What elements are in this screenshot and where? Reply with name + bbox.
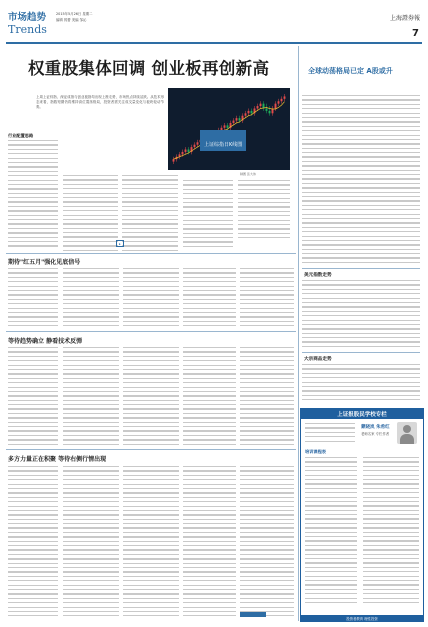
candle-body [239,118,241,120]
schedule-title: 培训课程表 [305,449,326,454]
right-divider-1 [302,268,420,269]
column-b-title: 美元指数走势 [304,273,332,278]
candle-body [275,104,277,109]
author-tag [240,612,266,617]
article-2-title: 等待趋势确立 静看技术反弹 [8,338,83,345]
candle-body [224,125,226,127]
chart-title: 上证综指日K线图 [204,142,243,148]
column-c-body [302,364,420,404]
lead-body-col-3 [122,175,178,251]
lead-body-col-1 [8,140,58,250]
lead-divider [6,253,296,254]
schedule-left [305,457,357,607]
article-2-col-3 [123,347,179,447]
lead-body-col-4 [183,180,233,250]
candle-body [281,99,283,101]
chart-credit: 制图 张大伟 [240,172,256,176]
candle-body [266,108,268,110]
article-1-col-3 [123,268,179,328]
lead-intro: 上周上证综指、深证成指与创业板指均出现上涨走势，市场热点持续活跃。从技术形态来看，指数短期仍将维持高位震荡格局，投资者需关注成交量变化与板块轮动节奏。 [36,95,164,110]
box-intro [305,423,355,445]
continued-tag: ▸ [116,240,124,247]
teacher-photo [397,422,417,444]
paper-name: 上海證券報 [389,15,420,22]
date-line: 2015年5月26日 星期二 [56,12,93,16]
article-3-col-3 [123,466,179,616]
candle-body [197,142,199,144]
article-3-title: 多方力量正在积聚 等待右侧行情出现 [8,456,107,463]
article-2-col-1 [8,347,58,447]
article-1-col-4 [183,268,236,328]
school-banner-text: 上证报股民学校专栏 [337,412,387,418]
right-divider-2 [302,352,420,353]
candle-body [236,118,238,120]
article-3-col-1 [8,466,58,616]
candlestick-chart [168,88,290,170]
schedule-right [363,457,419,607]
article-1-col-1 [8,268,58,328]
section-title-cn: 市场趋势 [8,12,47,23]
article-1-col-2 [63,268,119,328]
lead-subtitle: 行业配置思路 [8,133,34,138]
candle-body [173,159,175,161]
box-footer [301,615,423,621]
article-3-col-2 [63,466,119,616]
article-2-col-2 [63,347,119,447]
candle-body [194,145,196,147]
candle-body [269,111,271,113]
article-3-col-5 [240,466,294,616]
teacher-name: 蒙晓岚 朱希红 [361,425,390,430]
section-title-en: Trends [8,23,47,36]
candle-body [188,150,190,152]
editor-line: 编辑 郭蕾 美编 邹沁 [56,18,87,22]
article-1-title: 期待"红五月"强化见底信号 [8,259,81,266]
sidebar-top-body [302,95,420,265]
candle-body [245,113,247,115]
candle-body [284,96,286,98]
candle-body [248,111,250,113]
right-col-divider [298,46,299,621]
teacher-desc: 老师名家 专栏作者 [361,432,390,436]
article-2-col-5 [240,347,294,447]
article-2-col-4 [183,347,236,447]
lead-body-col-2 [63,175,118,251]
page-number: 7 [412,28,419,39]
candle-body [233,121,235,123]
column-c-title: 大宗商品走势 [304,357,332,362]
school-box [300,408,424,622]
chart-title-tag [200,130,246,151]
article-3-col-4 [183,466,236,616]
school-banner [301,409,423,419]
candle-body [257,106,259,108]
portrait-icon [403,425,411,433]
candle-body [278,101,280,103]
chart-panel [168,88,290,170]
candle-body [182,152,184,154]
candle-body [260,104,262,106]
article-2-divider [6,449,296,450]
lead-body-col-5 [238,180,290,240]
candle-body [251,111,253,113]
article-1-col-5 [240,268,294,328]
candle-body [227,125,229,127]
article-1-divider [6,331,296,332]
box-footer-text: 投资者教育 理性投资 [346,616,378,621]
sidebar-top-title: 全球动荡格局已定 A股或升 [308,67,393,75]
column-b-body [302,280,420,350]
header-rule [6,42,422,44]
candle-body [185,150,187,152]
lead-title: 权重股集体回调 创业板再创新高 [28,59,270,78]
